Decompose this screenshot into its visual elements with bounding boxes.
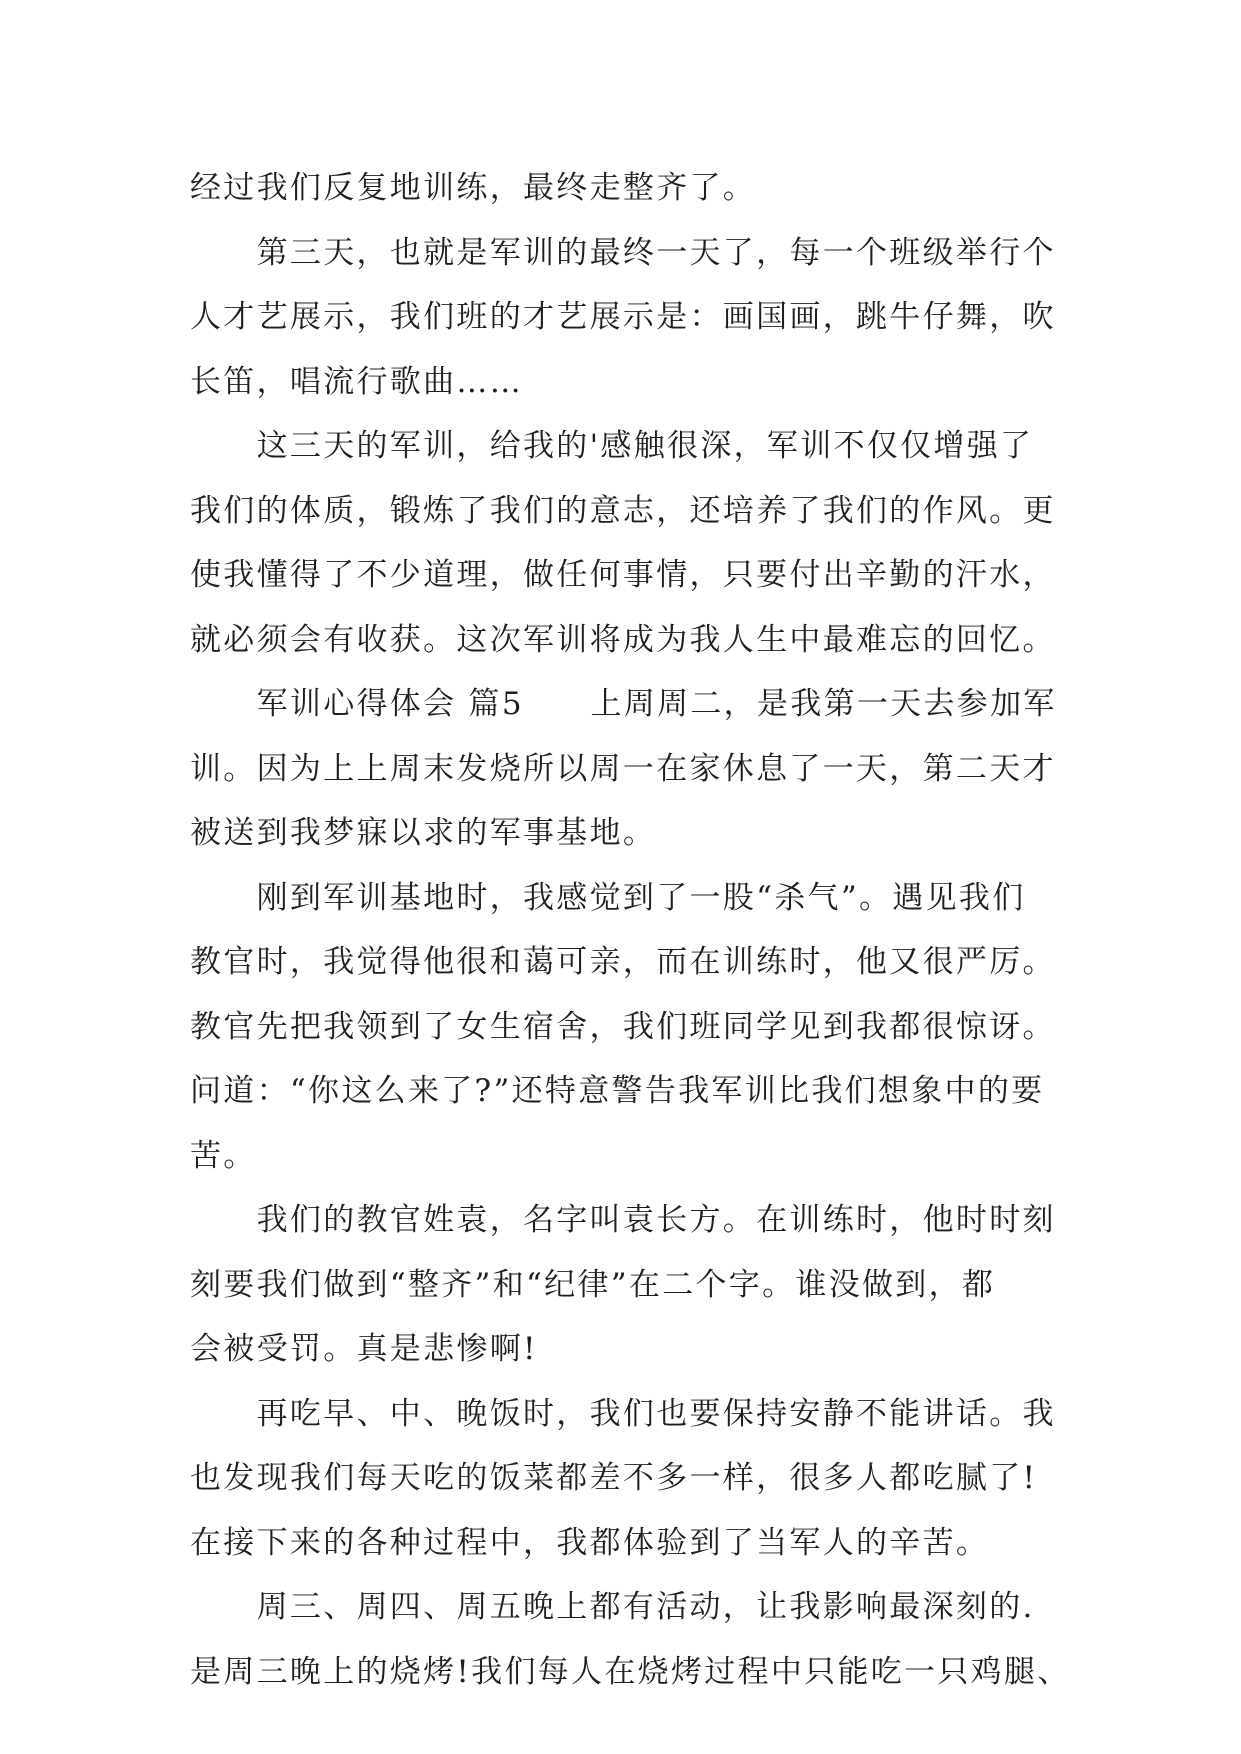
text-line: 就必须会有收获。这次军训将成为我人生中最难忘的回忆。 [190,621,1056,658]
text-line: 苦。 [190,1137,257,1174]
text-line: 教官时，我觉得他很和蔼可亲，而在训练时，他又很严厉。 [190,944,1056,980]
text-line: 被送到我梦寐以求的军事基地。 [190,815,657,851]
text-line: 在接下来的各种过程中，我都体验到了当军人的辛苦。 [190,1524,990,1561]
section-heading-line: 军训心得体会 篇5 上周周二，是我第一天去参加军 [190,686,1057,722]
text-line: 问道：“你这么来了?”还特意警告我军训比我们想象中的要 [190,1073,1045,1109]
text-line: 这三天的军训，给我的'感触很深，军训不仅仅增强了 [190,428,1034,464]
text-line: 训。因为上上周末发烧所以周一在家休息了一天，第二天才 [190,750,1056,787]
text-line: 周三、周四、周五晚上都有活动，让我影响最深刻的. [190,1589,1035,1625]
text-line: 使我懂得了不少道理，做任何事情，只要付出辛勤的汗水， [190,557,1056,593]
text-line: 第三天，也就是军训的最终一天了，每一个班级举行个 [190,234,1056,271]
text-line: 再吃早、中、晚饭时，我们也要保持安静不能讲话。我 [190,1395,1056,1432]
body-text [190,156,1070,1704]
text-line: 会被受罚。真是悲惨啊! [190,1331,538,1367]
text-line: 也发现我们每天吃的饭菜都差不多一样，很多人都吃腻了! [190,1460,1038,1496]
text-line: 教官先把我领到了女生宿舍，我们班同学见到我都很惊讶。 [190,1008,1056,1045]
text-line: 长笛，唱流行歌曲…… [190,363,523,400]
text-line: 刻要我们做到“整齐”和“纪律”在二个字。谁没做到，都 [190,1266,996,1303]
text-line: 是周三晚上的烧烤!我们每人在烧烤过程中只能吃一只鸡腿、 [190,1653,1071,1690]
text-line: 我们的体质，锻炼了我们的意志，还培养了我们的作风。更 [190,492,1056,529]
text-line: 经过我们反复地训练，最终走整齐了。 [190,170,757,206]
text-line: 我们的教官姓袁，名字叫袁长方。在训练时，他时时刻 [190,1202,1056,1238]
text-line: 刚到军训基地时，我感觉到了一股“杀气”。遇见我们 [190,879,1026,916]
text-line: 人才艺展示，我们班的才艺展示是：画国画，跳牛仔舞，吹 [190,299,1056,335]
